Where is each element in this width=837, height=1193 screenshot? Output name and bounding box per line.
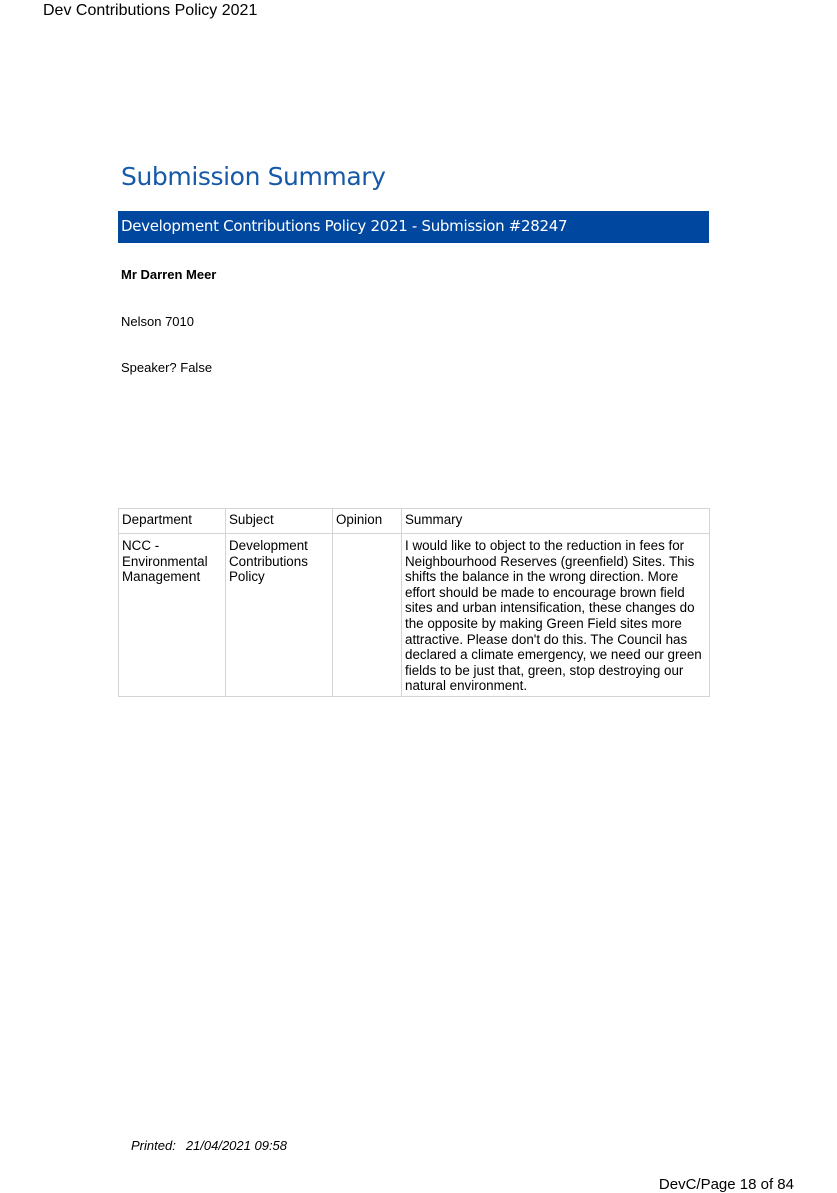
cell-department: NCC - Environmental Management xyxy=(119,534,226,697)
table-row xyxy=(119,534,710,697)
cell-opinion xyxy=(333,534,402,697)
speaker-status: Speaker? False xyxy=(121,360,213,375)
column-header-opinion: Opinion xyxy=(333,509,402,534)
cell-summary: I would like to object to the reduction in fees for Neighbourhood Reserves (greenfield) Sites. This shifts the balance in the wrong direction. More effort should be made to encourage brown field sites and urban intensification, these changes do the opposite by making Green Field sites more attractive. Please don't do this. The Council has declared a climate emergency, we need our green fields to be just that, green, stop destroying our natural environment. xyxy=(402,534,710,697)
page-number: DevC/Page 18 of 84 xyxy=(658,1176,794,1193)
column-header-subject: Subject xyxy=(226,509,333,534)
submission-table xyxy=(118,508,710,697)
column-header-department: Department xyxy=(119,509,226,534)
table-header-row xyxy=(119,509,710,534)
document-header-title: Dev Contributions Policy 2021 xyxy=(43,2,258,19)
printed-timestamp xyxy=(131,1138,287,1153)
submitter-name: Mr Darren Meer xyxy=(121,267,217,282)
page-title: Submission Summary xyxy=(121,162,386,191)
printed-value: 21/04/2021 09:58 xyxy=(185,1138,288,1153)
printed-label: Printed: xyxy=(131,1138,176,1153)
cell-subject: Development Contributions Policy xyxy=(226,534,333,697)
column-header-summary: Summary xyxy=(402,509,710,534)
submission-banner: Development Contributions Policy 2021 - Submission #28247 xyxy=(118,211,709,243)
submitter-address: Nelson 7010 xyxy=(121,314,194,329)
